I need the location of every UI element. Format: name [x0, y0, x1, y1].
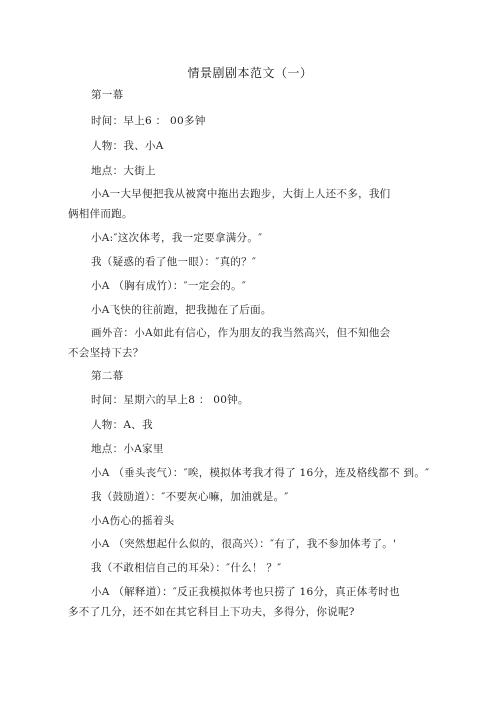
paragraph-line: 小A一大早便把我从被窝中拖出去跑步，大街上人还不多，我们	[91, 188, 391, 200]
dialogue-line: 小A （垂头丧气）：″唉，模拟体考我才得了 16分，连及格线都不 到。″	[91, 467, 430, 479]
paragraph-line: 小A飞快的往前跑，把我抛在了后面。	[91, 304, 272, 316]
dialogue-line: 我（不敢相信自己的耳朵）：″什么！ ？″	[91, 562, 282, 574]
dialogue-line: 小A （胸有成竹）：″一定会的。″	[91, 280, 247, 292]
dialogue-line: 我（疑惑的看了他一眼）：″真的？″	[91, 256, 257, 268]
dialogue-line: 我（鼓励道）：″不要灰心嘛，加油就是。″	[91, 491, 289, 503]
act-one-time: 时间：早上6 ： 00多钟	[91, 115, 206, 127]
act-two-characters: 人物：A、我	[91, 419, 153, 431]
paragraph-line: 不会坚持下去？	[68, 347, 144, 359]
dialogue-line: 小A （突然想起什么似的，很高兴）：″有了，我不参加体考了。'	[91, 538, 397, 550]
paragraph-line: 画外音：小A如此有信心，作为朋友的我当然高兴，但不知他会	[91, 327, 391, 339]
document-title: 情景剧剧本范文（一）	[187, 66, 313, 80]
act-one-location: 地点：大街上	[91, 165, 156, 177]
act-one-heading: 第一幕	[91, 89, 124, 101]
dialogue-line: 小A:″这次体考，我一定要拿满分。″	[91, 232, 263, 244]
paragraph-line: 小A伤心的摇着头	[91, 515, 175, 527]
act-one-characters: 人物：我、小A	[91, 140, 164, 152]
paragraph-line: 多不了几分，还不如在其它科目上下功夫，多得分，你说呢?	[68, 606, 355, 618]
act-two-time: 时间：星期六的早上8 ： 00钟。	[91, 394, 249, 406]
act-two-heading: 第二幕	[91, 370, 124, 382]
dialogue-line: 小A （解释道）：″反正我模拟体考也只捞了 16分，真正体考时也	[91, 586, 400, 598]
paragraph-line: 俩相伴而跑。	[68, 208, 133, 220]
act-two-location: 地点：小A家里	[91, 443, 164, 455]
